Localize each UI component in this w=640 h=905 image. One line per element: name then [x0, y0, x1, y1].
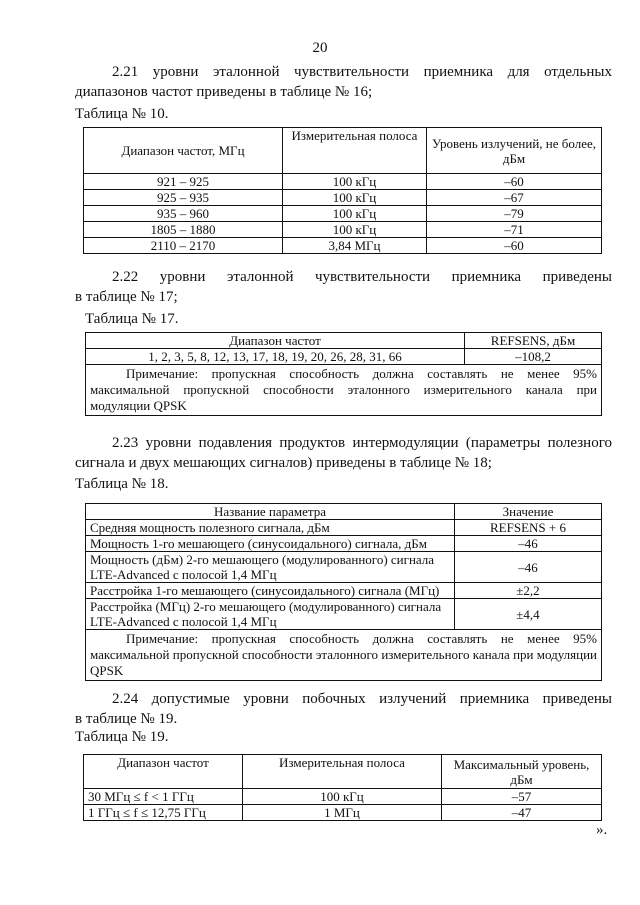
table-cell: –79: [427, 206, 602, 222]
table-cell: 925 – 935: [84, 190, 283, 206]
table-caption-18: Таблица № 18.: [75, 476, 169, 492]
table-cell: 1, 2, 3, 5, 8, 12, 13, 17, 18, 19, 20, 26, 28, 31, 66: [86, 349, 465, 365]
table-cell: –108,2: [465, 349, 602, 365]
table-cell: 921 – 925: [84, 174, 283, 190]
note-line: максимальной пропускной способности эталонного измерительного канала при модуляции: [90, 647, 597, 662]
table-cell: 100 кГц: [243, 789, 442, 805]
table-note: [86, 365, 602, 416]
table-row: [86, 520, 602, 536]
table-cell: –46: [455, 536, 602, 552]
paragraph-line: 2.24 допустимые уровни побочных излучений приемника приведены: [112, 691, 612, 707]
table-row: [86, 599, 602, 630]
table-caption-17: Таблица № 17.: [85, 311, 179, 327]
table-cell: –71: [427, 222, 602, 238]
paragraph-line: сигнала и двух мешающих сигналов) приведены в таблице № 18;: [75, 455, 492, 471]
paragraph-line: в таблице № 17;: [75, 289, 178, 305]
table-cell: 100 кГц: [283, 190, 427, 206]
table-cell: ±2,2: [455, 583, 602, 599]
table-cell: Расстройка 1-го мешающего (синусоидального) сигнала (МГц): [86, 583, 455, 599]
paragraph-2-24: [75, 689, 612, 729]
table-cell: 3,84 МГц: [283, 238, 427, 254]
table-row: [86, 583, 602, 599]
table-row: [84, 174, 602, 190]
table-row: [86, 349, 602, 365]
table-cell: ±4,4: [455, 599, 602, 630]
closing-quote: ».: [596, 822, 608, 838]
table-10: [83, 127, 602, 254]
table-18: [85, 503, 602, 681]
table-header: Диапазон частот: [84, 755, 243, 789]
table-cell: –60: [427, 174, 602, 190]
note-line: Примечание: пропускная способность должна составлять не менее 95%: [126, 631, 597, 646]
note-line: модуляции QPSK: [90, 398, 187, 413]
table-19: [83, 754, 602, 821]
table-cell: –60: [427, 238, 602, 254]
table-note: [86, 630, 602, 681]
table-cell: –46: [455, 552, 602, 583]
table-cell: Мощность 1-го мешающего (синусоидального) сигнала, дБм: [86, 536, 455, 552]
table-cell: 1805 – 1880: [84, 222, 283, 238]
table-row: [84, 206, 602, 222]
table-cell: 100 кГц: [283, 206, 427, 222]
table-row: [84, 222, 602, 238]
table-cell: 100 кГц: [283, 222, 427, 238]
table-row: [84, 190, 602, 206]
table-header: Диапазон частот, МГц: [84, 128, 283, 174]
table-header: Измерительная полоса: [283, 128, 427, 174]
table-cell: –57: [442, 789, 602, 805]
paragraph-line: 2.22 уровни эталонной чувствительности приемника приведены: [112, 269, 612, 285]
table-header: Название параметра: [86, 504, 455, 520]
table-17: [85, 332, 602, 416]
table-cell: Мощность (дБм) 2-го мешающего (модулированного) сигнала LTE-Advanced с полосой 1,4 МГц: [86, 552, 455, 583]
table-cell: 2110 – 2170: [84, 238, 283, 254]
paragraph-line: в таблице № 19.: [75, 711, 178, 727]
table-header: Уровень излучений, не более, дБм: [427, 128, 602, 174]
paragraph-2-21: [75, 62, 612, 102]
page-number: 20: [312, 40, 328, 56]
paragraph-2-23: [75, 433, 612, 473]
note-line: QPSK: [90, 663, 124, 678]
table-row: [84, 789, 602, 805]
table-cell: –47: [442, 805, 602, 821]
table-row: [86, 536, 602, 552]
table-row: [86, 552, 602, 583]
paragraph-line: 2.23 уровни подавления продуктов интермодуляции (параметры полезного: [112, 435, 612, 451]
note-line: Примечание: пропускная способность должна составлять не менее 95%: [126, 366, 597, 381]
note-line: максимальной пропускной способности эталонного измерительного канала при: [90, 382, 597, 397]
paragraph-2-22: [75, 267, 612, 307]
table-cell: REFSENS + 6: [455, 520, 602, 536]
table-cell: –67: [427, 190, 602, 206]
table-cell: 30 МГц ≤ f < 1 ГГц: [84, 789, 243, 805]
table-cell: Расстройка (МГц) 2-го мешающего (модулированного) сигнала LTE-Advanced с полосой 1,4 МГц: [86, 599, 455, 630]
table-header: Измерительная полоса: [243, 755, 442, 789]
table-caption-19: Таблица № 19.: [75, 729, 169, 745]
table-row: [84, 805, 602, 821]
paragraph-line: 2.21 уровни эталонной чувствительности приемника для отдельных: [112, 64, 612, 80]
paragraph-line: диапазонов частот приведены в таблице № 16;: [75, 84, 373, 100]
table-caption-10: Таблица № 10.: [75, 106, 169, 122]
table-header: REFSENS, дБм: [465, 333, 602, 349]
table-cell: 1 МГц: [243, 805, 442, 821]
table-header: Значение: [455, 504, 602, 520]
table-cell: 100 кГц: [283, 174, 427, 190]
table-cell: 1 ГГц ≤ f ≤ 12,75 ГГц: [84, 805, 243, 821]
table-row: [84, 238, 602, 254]
table-cell: 935 – 960: [84, 206, 283, 222]
table-header: Диапазон частот: [86, 333, 465, 349]
table-cell: Средняя мощность полезного сигнала, дБм: [86, 520, 455, 536]
table-header: Максимальный уровень, дБм: [442, 755, 602, 789]
